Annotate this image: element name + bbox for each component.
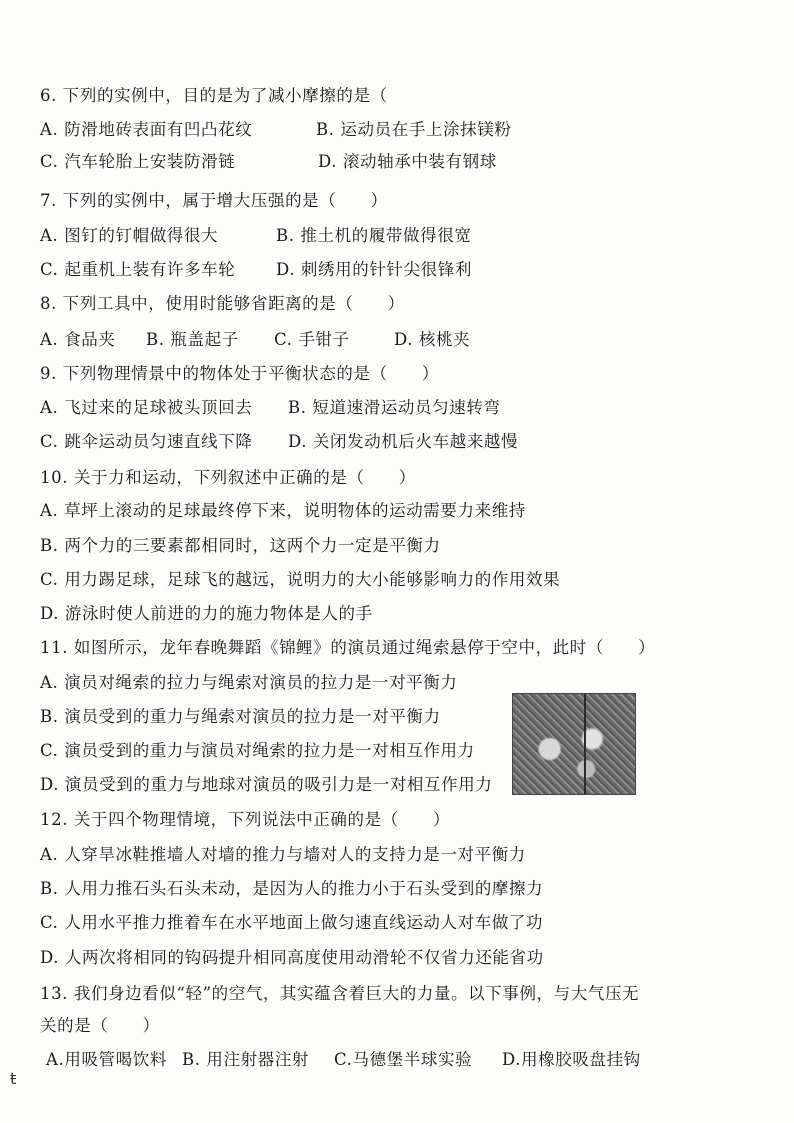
- q9-option-b: B. 短道速滑运动员匀速转弯: [288, 398, 501, 417]
- margin-mark: ŧ: [10, 1069, 17, 1088]
- q8-stem: 8. 下列工具中，使用时能够省距离的是（ ）: [40, 294, 405, 313]
- q11-option-c: C. 演员受到的重力与演员对绳索的拉力是一对相互作用力: [40, 741, 475, 760]
- q9-stem: 9. 下列物理情景中的物体处于平衡状态的是（ ）: [40, 364, 439, 383]
- q6-option-d: D. 滚动轴承中装有钢球: [318, 152, 497, 171]
- q12-option-b: B. 人用力推石头石头未动，是因为人的推力小于石头受到的摩擦力: [40, 879, 544, 898]
- q11-option-d: D. 演员受到的重力与地球对演员的吸引力是一对相互作用力: [40, 775, 493, 794]
- q6-option-a: A. 防滑地砖表面有凹凸花纹: [40, 120, 253, 139]
- q13-stem-line-2: 关的是（ ）: [40, 1016, 160, 1035]
- q7-option-c: C. 起重机上装有许多车轮: [40, 260, 236, 279]
- q12-stem: 12. 关于四个物理情境，下列说法中正确的是（ ）: [40, 810, 451, 829]
- q8-option-d: D. 核桃夹: [394, 330, 471, 349]
- q6-stem: 6. 下列的实例中，目的是为了减小摩擦的是（: [40, 86, 388, 105]
- q13-stem-line-1: 13. 我们身边看似“轻”的空气，其实蕴含着巨大的力量。以下事例，与大气压无: [40, 984, 640, 1003]
- q13-option-a: A.用吸管喝饮料: [46, 1050, 167, 1069]
- q13-option-c: C.马德堡半球实验: [334, 1050, 473, 1069]
- q6-option-c: C. 汽车轮胎上安装防滑链: [40, 152, 236, 171]
- q10-stem: 10. 关于力和运动，下列叙述中正确的是（ ）: [40, 468, 416, 487]
- q11-option-b: B. 演员受到的重力与绳索对演员的拉力是一对平衡力: [40, 707, 441, 726]
- q12-option-c: C. 人用水平推力推着车在水平地面上做匀速直线运动人对车做了功: [40, 913, 544, 932]
- q10-option-a: A. 草坪上滚动的足球最终停下来，说明物体的运动需要力来维持: [40, 501, 526, 520]
- q7-option-a: A. 图钉的钉帽做得很大: [40, 226, 219, 245]
- q7-option-d: D. 刺绣用的针针尖很锋利: [276, 260, 472, 279]
- q8-option-c: C. 手钳子: [274, 330, 350, 349]
- dancer-photo: [512, 693, 636, 795]
- q12-option-d: D. 人两次将相同的钩码提升相同高度使用动滑轮不仅省力还能省功: [40, 948, 544, 967]
- q10-option-d: D. 游泳时使人前进的力的施力物体是人的手: [40, 604, 373, 623]
- q7-stem: 7. 下列的实例中，属于增大压强的是（ ）: [40, 191, 388, 210]
- q6-option-b: B. 运动员在手上涂抹镁粉: [316, 120, 512, 139]
- q12-option-a: A. 人穿旱冰鞋推墙人对墙的推力与墙对人的支持力是一对平衡力: [40, 845, 526, 864]
- q10-option-b: B. 两个力的三要素都相同时，这两个力一定是平衡力: [40, 536, 441, 555]
- q9-option-a: A. 飞过来的足球被头顶回去: [40, 398, 253, 417]
- q8-option-a: A. 食品夹: [40, 330, 116, 349]
- q7-option-b: B. 推土机的履带做得很宽: [276, 226, 472, 245]
- q9-option-c: C. 跳伞运动员匀速直线下降: [40, 432, 253, 451]
- q10-option-c: C. 用力踢足球，足球飞的越远，说明力的大小能够影响力的作用效果: [40, 570, 561, 589]
- q13-option-b: B. 用注射器注射: [182, 1050, 310, 1069]
- q11-stem: 11. 如图所示，龙年春晚舞蹈《锦鲤》的演员通过绳索悬停于空中，此时（ ）: [40, 638, 656, 657]
- q9-option-d: D. 关闭发动机后火车越来越慢: [288, 432, 519, 451]
- q13-option-d: D.用橡胶吸盘挂钩: [502, 1050, 641, 1069]
- q11-option-a: A. 演员对绳索的拉力与绳索对演员的拉力是一对平衡力: [40, 673, 458, 692]
- rope-line: [584, 694, 586, 794]
- q8-option-b: B. 瓶盖起子: [146, 330, 239, 349]
